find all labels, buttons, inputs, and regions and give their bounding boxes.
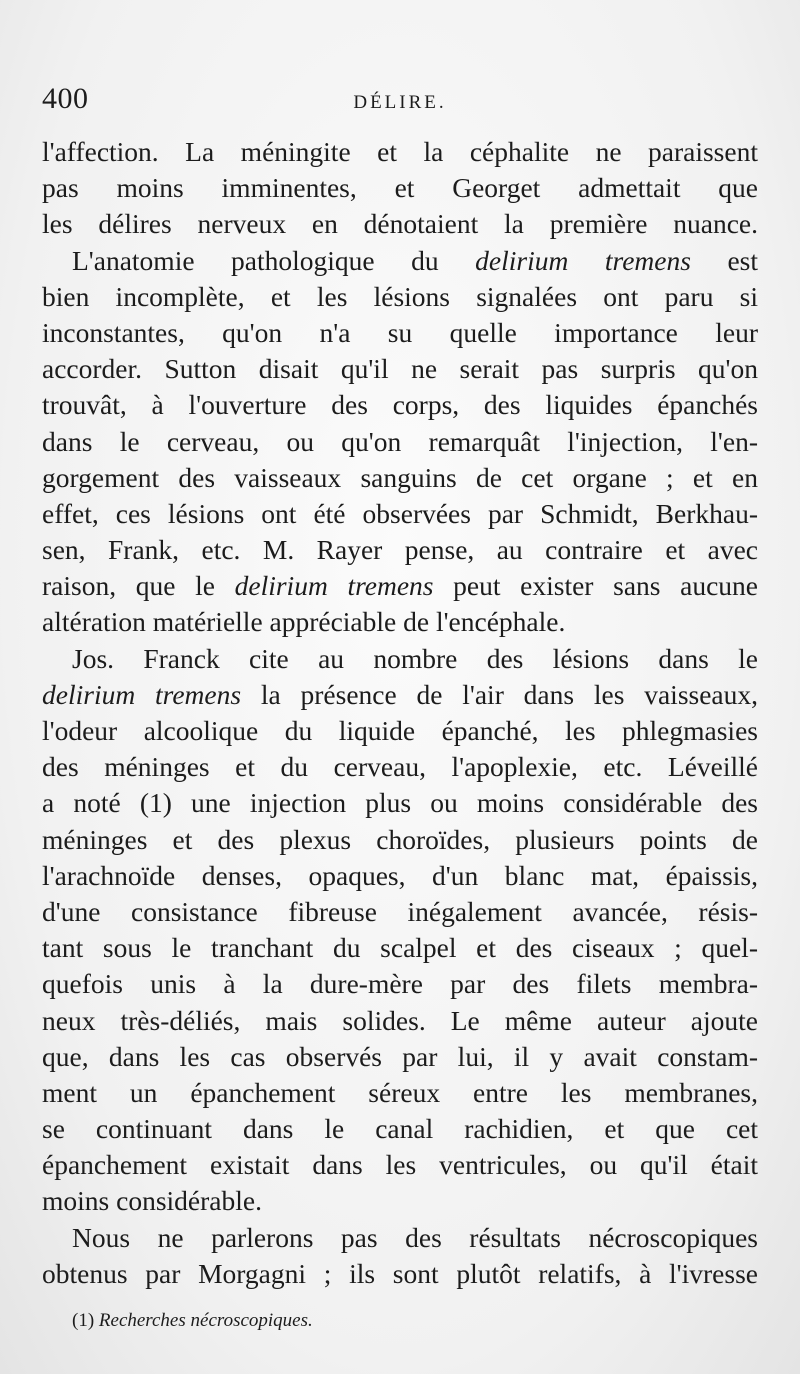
- text-segment: est: [727, 244, 758, 276]
- text-line: trouvât, à l'ouverture des corps, des liquides épanchés: [42, 389, 758, 421]
- text-line: ment un épanchement séreux entre les membranes,: [42, 1076, 758, 1108]
- footnote-marker: (1): [72, 1310, 95, 1331]
- text-line: que, dans les cas observés par lui, il y avait constam-: [42, 1040, 758, 1072]
- text-line: neux très-déliés, mais solides. Le même auteur ajoute: [42, 1004, 758, 1036]
- running-head: DÉLIRE.: [353, 92, 447, 113]
- text-line: moins considérable.: [42, 1185, 262, 1217]
- text-line: sen, Frank, etc. M. Rayer pense, au contraire et avec: [42, 534, 758, 566]
- text-line: accorder. Sutton disait qu'il ne serait pas surpris qu'on: [42, 353, 758, 385]
- text-line: inconstantes, qu'on n'a su quelle importance leur: [42, 316, 758, 348]
- footnote-text: Recherches nécroscopiques.: [98, 1310, 313, 1331]
- text-line: l'affection. La méningite et la céphalite ne paraissent: [42, 136, 758, 167]
- text-line: tant sous le tranchant du scalpel et des ciseaux ; quel-: [42, 932, 758, 964]
- text-line: effet, ces lésions ont été observées par Schmidt, Berkhau-: [42, 497, 758, 529]
- page-number: 400: [42, 82, 89, 115]
- text-line: [42, 243, 758, 279]
- page-header: [42, 82, 758, 122]
- text-line: méninges et des plexus choroïdes, plusieurs points de: [42, 823, 758, 855]
- text-line: [42, 568, 758, 604]
- text-line: [42, 677, 758, 713]
- italic-term: delirium tremens: [234, 570, 434, 602]
- italic-term: delirium tremens: [475, 244, 691, 276]
- text-line: quefois unis à la dure-mère par des filets membra-: [42, 968, 758, 1000]
- text-segment: peut exister sans aucune: [453, 570, 758, 602]
- text-line: a noté (1) une injection plus ou moins considérable des: [42, 787, 758, 819]
- text-line: pas moins imminentes, et Georget admettait que: [42, 172, 758, 204]
- italic-term: delirium tremens: [42, 678, 242, 710]
- text-line: Nous ne parlerons pas des résultats nécroscopiques: [72, 1221, 758, 1253]
- text-line: l'arachnoïde denses, opaques, d'un blanc mat, épaissis,: [42, 859, 758, 891]
- text-line: d'une consistance fibreuse inégalement avancée, résis-: [42, 895, 758, 927]
- text-line: l'odeur alcoolique du liquide épanché, les phlegmasies: [42, 715, 758, 746]
- footnote: [72, 1308, 313, 1334]
- text-line: obtenus par Morgagni ; ils sont plutôt relatifs, à l'ivresse: [42, 1257, 758, 1289]
- text-line: épanchement existait dans les ventricules, ou qu'il était: [42, 1149, 758, 1181]
- text-segment: la présence de l'air dans les vaisseaux,: [260, 678, 759, 710]
- text-line: Jos. Franck cite au nombre des lésions dans le: [72, 642, 758, 674]
- text-line: des méninges et du cerveau, l'apoplexie, etc. Léveillé: [42, 751, 758, 783]
- text-line: altération matérielle appréciable de l'encéphale.: [42, 606, 566, 638]
- text-line: dans le cerveau, ou qu'on remarquât l'injection, l'en-: [42, 425, 758, 457]
- text-line: les délires nerveux en dénotaient la première nuance.: [42, 208, 758, 240]
- text-line: se continuant dans le canal rachidien, et que cet: [42, 1113, 758, 1145]
- text-line: bien incomplète, et les lésions signalées ont paru si: [42, 280, 758, 312]
- body-text: [42, 134, 758, 1292]
- text-segment: L'anatomie pathologique du: [72, 244, 439, 276]
- text-segment: raison, que le: [42, 570, 215, 602]
- text-line: gorgement des vaisseaux sanguins de cet organe ; et en: [42, 461, 758, 493]
